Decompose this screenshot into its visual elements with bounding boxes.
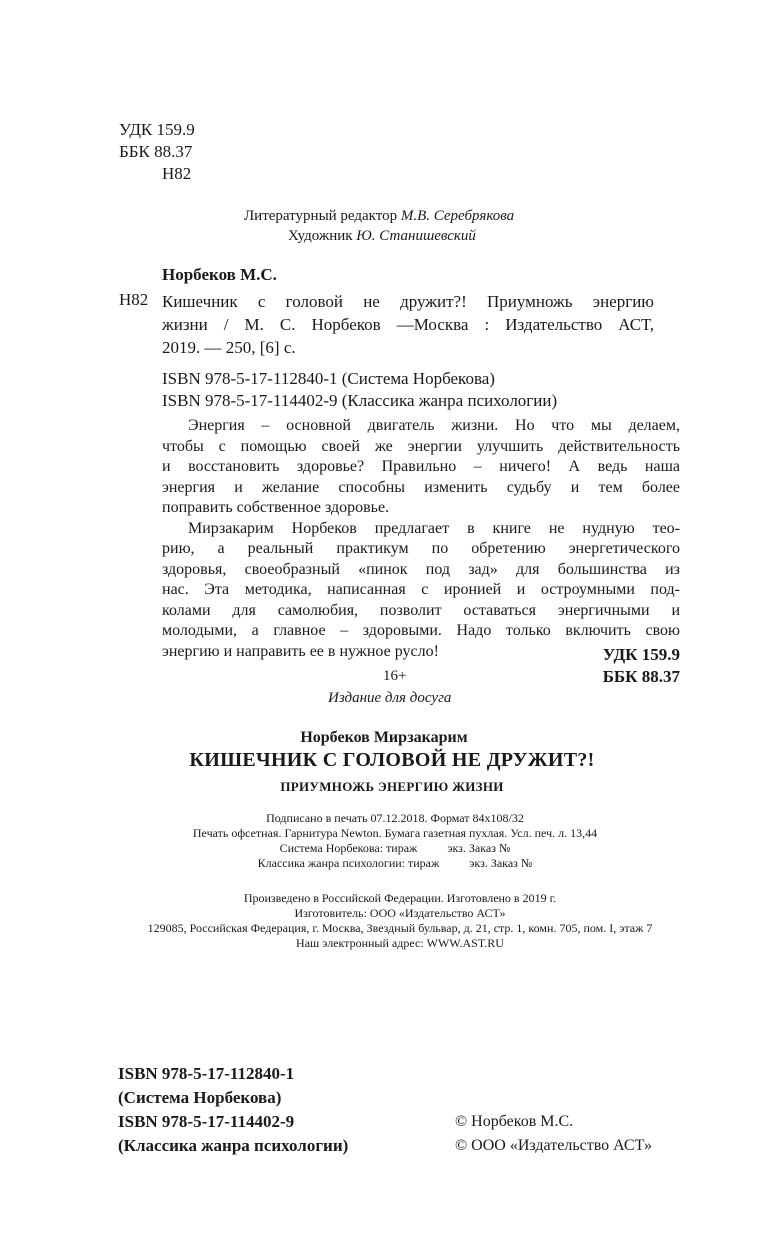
- catalog-author-mark: Н82: [119, 290, 149, 309]
- footer-isbn-1: ISBN 978-5-17-112840-1: [118, 1064, 295, 1083]
- annotation-line: рию, а реальный практикум по обретению энергетического: [162, 540, 680, 557]
- footer-isbn-2: ISBN 978-5-17-114402-9: [118, 1112, 295, 1131]
- copyright-block: [455, 1110, 652, 1158]
- annotation-line: поправить собственное здоровье.: [162, 499, 390, 516]
- production-details: [115, 891, 685, 951]
- production-line: Наш электронный адрес: WWW.AST.RU: [296, 936, 504, 950]
- print-line: Классика жанра психологии: тираж экз. Заказ №: [257, 856, 533, 870]
- copyright-publisher: © ООО «Издательство АСТ»: [455, 1137, 652, 1154]
- annotation-line: здоровья, своеобразный «пинок под зад» для большинства из: [162, 560, 680, 578]
- production-line: 129085, Российская Федерация, г. Москва, Звездный бульвар, д. 21, стр. 1, комн. 705, пом. I, этаж 7: [147, 921, 653, 935]
- annotation-line: энергия и желание способны изменить судьбу и тем более: [162, 478, 680, 496]
- annotation: [162, 416, 680, 662]
- annotation-line: чтобы с помощью своей же энергии улучшить действительность: [162, 437, 680, 455]
- editor-name: М.В. Серебрякова: [400, 208, 515, 224]
- artist-name: Ю. Станишевский: [356, 228, 476, 244]
- catalog-author-heading: Норбеков М.С.: [162, 265, 277, 284]
- print-line: Подписано в печать 07.12.2018. Формат 84x108/32: [266, 811, 524, 825]
- catalog-isbn-2: ISBN 978-5-17-114402-9 (Классика жанра психологии): [162, 391, 558, 410]
- author-mark: Н82: [162, 164, 192, 183]
- annotation-line: Мирзакарим Норбеков предлагает в книге не нудную тео-: [188, 519, 680, 537]
- catalog-description: [162, 290, 654, 359]
- print-line: Система Норбекова: тираж экз. Заказ №: [279, 841, 511, 855]
- description-line: Кишечник с головой не дружит?! Приумножь энергию: [162, 292, 654, 311]
- imprint-title: КИШЕЧНИК С ГОЛОВОЙ НЕ ДРУЖИТ?!: [189, 749, 595, 771]
- artist-label: Художник: [288, 228, 357, 244]
- print-line: Печать офсетная. Гарнитура Newton. Бумага газетная пухлая. Усл. печ. л. 13,44: [192, 826, 598, 840]
- annotation-line: Энергия – основной двигатель жизни. Но что мы делаем,: [188, 417, 680, 434]
- print-details: [160, 811, 630, 871]
- bbk-code: ББК 88.37: [119, 142, 193, 161]
- footer-isbn-block: [118, 1062, 348, 1158]
- imprint-author: Норбеков Мирзакарим: [300, 729, 468, 746]
- editor-credit: [244, 207, 514, 226]
- description-line: 2019. — 250, [6] с.: [162, 338, 296, 357]
- edition-note: Издание для досуга: [328, 690, 452, 706]
- udk-code: УДК 159.9: [119, 120, 195, 139]
- production-line: Изготовитель: ООО «Издательство АСТ»: [294, 906, 506, 920]
- footer-isbn-1-series: (Система Норбекова): [118, 1088, 282, 1107]
- annotation-line: молодыми, а главное – здоровыми. Надо только включить свою: [162, 622, 680, 639]
- artist-credit: [288, 227, 476, 246]
- annotation-line: энергию и направить ее в нужное русло!: [162, 642, 439, 660]
- annotation-bbk: ББК 88.37: [602, 667, 680, 686]
- footer-isbn-2-series: (Классика жанра психологии): [118, 1136, 349, 1155]
- annotation-line: колами для самолюбия, позволит оставаться энергичными и: [162, 601, 680, 619]
- imprint-subtitle: ПРИУМНОЖЬ ЭНЕРГИЮ ЖИЗНИ: [280, 779, 504, 794]
- copyright-author: © Норбеков М.С.: [455, 1113, 574, 1130]
- production-line: Произведено в Российской Федерации. Изготовлено в 2019 г.: [243, 891, 557, 905]
- description-line: жизни / М. С. Норбеков —Москва : Издательство АСТ,: [162, 315, 654, 334]
- annotation-line: и восстановить здоровье? Правильно – ничего! А ведь наша: [162, 458, 680, 475]
- catalog-isbn-1: ISBN 978-5-17-112840-1 (Система Норбекова): [162, 369, 495, 388]
- annotation-udk: УДК 159.9: [602, 645, 680, 664]
- annotation-line: нас. Эта методика, написанная с иронией и остроумными под-: [162, 581, 680, 598]
- age-rating: 16+: [383, 668, 407, 684]
- editor-label: Литературный редактор: [244, 208, 401, 224]
